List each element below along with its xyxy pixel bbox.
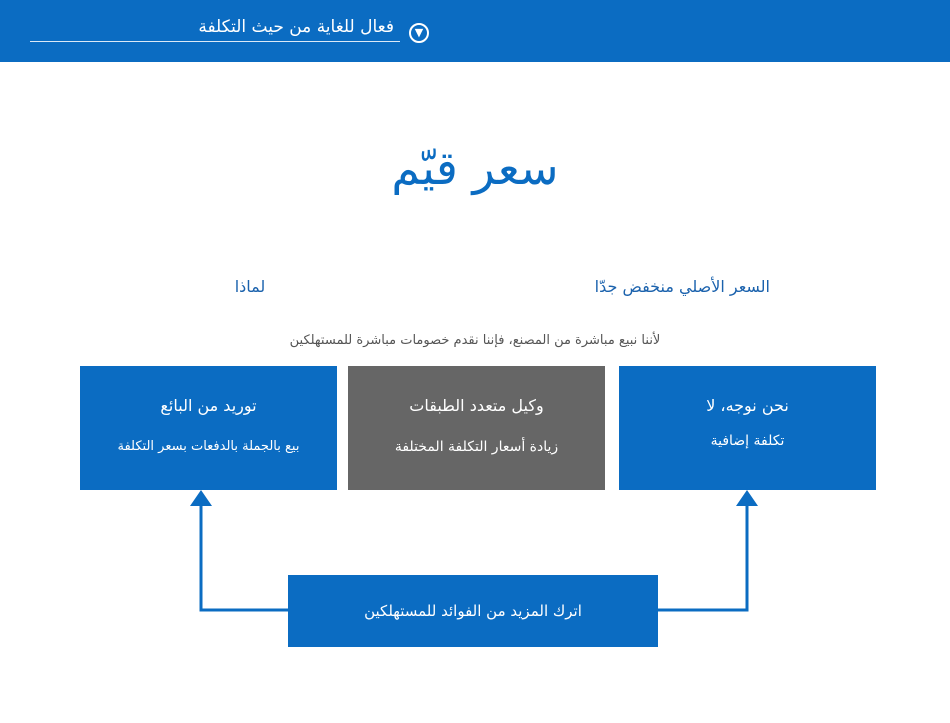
box-subtitle: تكلفة إضافية [710,433,785,449]
subheading-why: لماذا [234,277,266,296]
header-title[interactable]: فعال للغاية من حيث التكلفة [30,12,400,42]
box-vendor-supply [80,366,337,490]
box-subtitle: زيادة أسعار التكلفة المختلفة [394,439,559,455]
left-feedback-line [201,504,288,610]
box-subtitle: بيع بالجملة بالدفعات بسعر التكلفة [117,439,300,454]
box-title: نحن نوجه، لا [706,396,789,415]
box-title: توريد من البائع [160,396,257,415]
subheading-original-price: السعر الأصلي منخفض جدّا [594,277,770,296]
right-arrow-head [736,490,758,506]
explanation-note: لأننا نبيع مباشرة من المصنع، فإننا نقدم خصومات مباشرة للمستهلكين [289,333,661,348]
box-title: وكيل متعدد الطبقات [409,396,544,415]
right-feedback-line [658,504,747,610]
chevron-down-icon[interactable]: ▼ [409,23,429,43]
left-arrow-head [190,490,212,506]
box-multi-layer-agent [348,366,605,490]
page-title: سعر قيّم [391,141,559,195]
box-direct-no-extra-cost [619,366,876,490]
consumer-benefits-box: اترك المزيد من الفوائد للمستهلكين [288,575,658,647]
